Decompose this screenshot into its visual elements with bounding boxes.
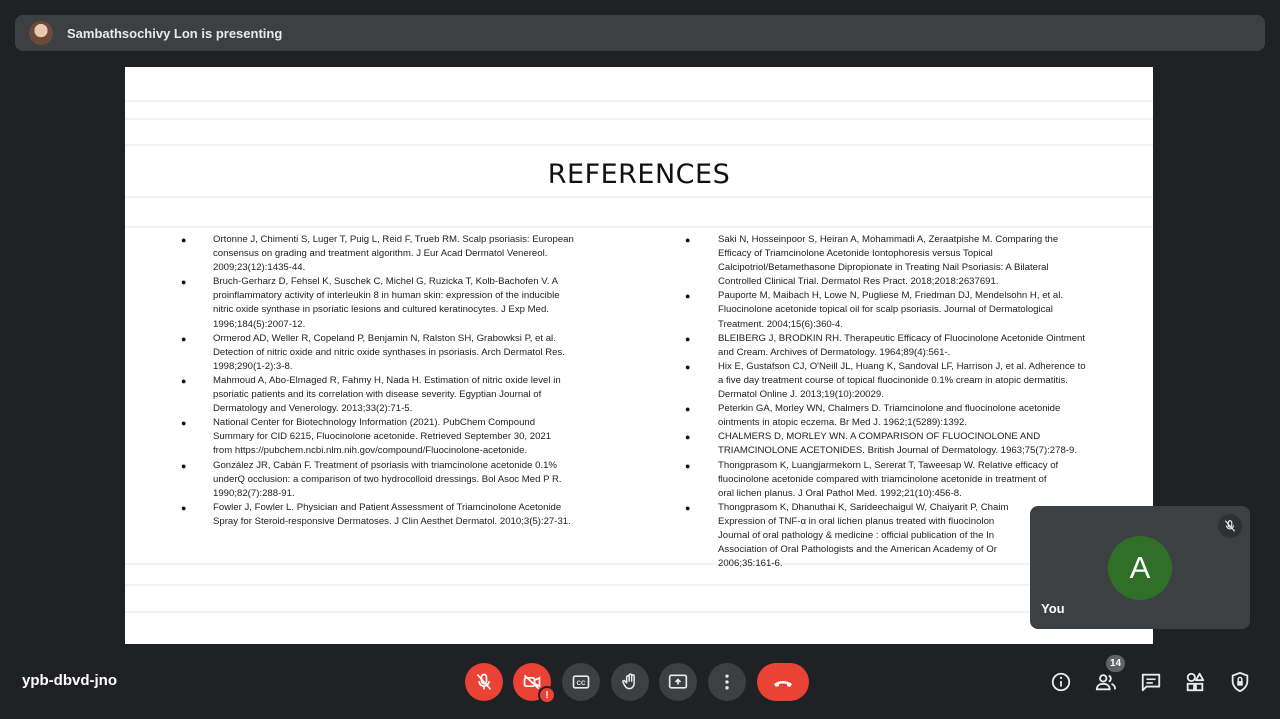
mic-off-icon	[474, 672, 494, 692]
reference-line: Ormerod AD, Weller R, Copeland P, Benjamin N, Ralston SH, Grabowksi P, et al.	[213, 332, 556, 344]
raise-hand-button[interactable]	[611, 663, 649, 701]
reference-item	[181, 332, 611, 374]
reference-line: Bruch-Gerharz D, Fehsel K, Suschek C, Michel G, Ruzicka T, Kolb-Bachofen V. A	[213, 276, 558, 288]
reference-line: ointments in atopic eczema. Br Med J. 1962;1(5289):1392.	[718, 417, 968, 429]
reference-line: 2009;23(12):1435-44.	[213, 262, 306, 274]
svg-text:CC: CC	[576, 679, 586, 687]
reference-line: psoriatic patients and its correlation with disease severity. Egyptian Journal of	[213, 389, 542, 401]
reference-line: proinflammatory activity of interleukin 8 in human skin: expression of the inducible	[213, 290, 560, 302]
reference-item	[181, 459, 611, 501]
reference-item	[685, 332, 1125, 360]
reference-line: from https://pubchem.ncbi.nlm.nih.gov/compound/Fluocinolone-acetonide.	[213, 445, 528, 457]
reference-line: 2006;35:161-6.	[718, 558, 783, 570]
bullet-icon: ●	[685, 235, 691, 245]
reference-line: 1990;82(7):288-91.	[213, 487, 295, 499]
more-options-icon	[717, 672, 737, 692]
reference-line: Dermatol Online J. 2013;19(10):20029.	[718, 389, 884, 401]
participant-count-badge: 14	[1106, 655, 1125, 672]
present-button[interactable]	[659, 663, 697, 701]
reference-line: underQ occlusion: a comparison of two hydrocolloid dressings. Bol Asoc Med P R.	[213, 473, 562, 485]
presenter-name: Sambathsochivy Lon is presenting	[67, 25, 283, 41]
activities-button[interactable]	[1181, 668, 1209, 696]
mic-toggle-button[interactable]	[465, 663, 503, 701]
reference-line: nitric oxide synthase in psoriatic lesions and cultured keratinocytes. J Exp Med.	[213, 304, 549, 316]
bullet-icon: ●	[181, 502, 187, 513]
reference-line: Expression of TNF-α in oral lichen planus treated with fluocinolon	[718, 515, 995, 527]
meeting-details-button[interactable]	[1047, 668, 1075, 696]
info-icon	[1050, 671, 1072, 693]
reference-line: Dermatology and Venerology. 2013;33(2):71-5.	[213, 403, 413, 415]
bullet-icon: ●	[181, 333, 187, 344]
reference-line: consensus on grading and treatment algorithm. J Eur Acad Dermatol Venereol.	[213, 248, 548, 260]
reference-line: Treatment. 2004;15(6):360-4.	[718, 318, 843, 330]
reference-item	[181, 275, 611, 331]
shared-slide	[125, 67, 1153, 644]
reference-item	[685, 289, 1125, 331]
bullet-icon: ●	[181, 277, 187, 288]
chat-icon	[1140, 671, 1162, 693]
reference-line: Calcipotriol/Betamethasone Dipropionate in Treating Nail Psoriasis: A Bilateral	[718, 262, 1049, 274]
tile-mic-off-icon	[1218, 514, 1242, 538]
people-icon	[1095, 671, 1117, 693]
more-options-button[interactable]	[708, 663, 746, 701]
reference-line: Detection of nitric oxide and nitric oxide synthases in psoriasis. Arch Dermatol Res.	[213, 346, 565, 358]
captions-icon	[571, 672, 591, 692]
self-label: You	[1041, 601, 1065, 616]
bullet-icon: ●	[685, 333, 691, 344]
reference-line: a five day treatment course of topical fluocinonide 0.1% cream in atopic dermatitis.	[718, 374, 1068, 386]
reference-item	[685, 233, 1125, 289]
reference-item	[685, 459, 1125, 501]
reference-item	[181, 416, 611, 458]
raise-hand-icon	[620, 672, 640, 692]
reference-item	[181, 374, 611, 416]
reference-line: fluocinolone acetonide compared with triamcinolone acetonide in treatment of	[718, 473, 1047, 485]
reference-line: Journal of oral pathology & medicine : official publication of the In	[718, 529, 995, 541]
reference-line: Thongprasom K, Luangjarmekorn L, Sererat T, Taweesap W. Relative efficacy of	[718, 459, 1059, 471]
reference-line: 1996;184(5):2007-12.	[213, 318, 306, 330]
reference-line: Thongprasom K, Dhanuthai K, Sarideechaigul W, Chaiyarit P, Chaim	[718, 501, 1009, 513]
reference-line: Mahmoud A, Abo-Elmaged R, Fahmy H, Nada H. Estimation of nitric oxide level in	[213, 374, 561, 386]
captions-button[interactable]	[562, 663, 600, 701]
bullet-icon: ●	[181, 235, 187, 245]
reference-line: BLEIBERG J, BRODKIN RH. Therapeutic Efficacy of Fluocinolone Acetonide Ointment	[718, 332, 1086, 344]
chat-button[interactable]	[1137, 668, 1165, 696]
meeting-code[interactable]: ypb-dbvd-jno	[22, 672, 117, 689]
bullet-icon: ●	[685, 361, 691, 372]
reference-line: Summary for CID 6215, Fluocinolone acetonide. Retrieved September 30, 2021	[213, 431, 552, 443]
present-icon	[668, 672, 688, 692]
self-video-tile[interactable]	[1030, 506, 1250, 629]
camera-warning-badge: !	[538, 686, 556, 704]
reference-line: Peterkin GA, Morley WN, Chalmers D. Triamcinolone and fluocinolone acetonide	[718, 403, 1061, 415]
bullet-icon: ●	[181, 375, 187, 386]
reference-line: and Cream. Archives of Dermatology. 1964;89(4):561-.	[718, 346, 951, 358]
reference-line: Association of Oral Pathologists and the American Academy of Or	[718, 544, 997, 556]
bullet-icon: ●	[685, 502, 691, 513]
activities-icon	[1184, 671, 1206, 693]
reference-line: Hix E, Gustafson CJ, O'Neill JL, Huang K, Sandoval LF, Harrison J, et al. Adherence to	[718, 360, 1086, 372]
people-button[interactable]	[1092, 668, 1120, 696]
reference-item	[181, 501, 611, 529]
host-controls-icon	[1229, 671, 1251, 693]
reference-line: 1998;290(1-2):3-8.	[213, 360, 293, 372]
reference-item	[685, 430, 1125, 458]
bullet-icon: ●	[685, 291, 691, 302]
reference-line: oral lichen planus. J Oral Pathol Med. 1992;21(10):456-8.	[718, 487, 962, 499]
reference-line: Saki N, Hosseinpoor S, Heiran A, Mohammadi A, Zeraatpishe M. Comparing the	[718, 234, 1059, 245]
reference-item	[685, 360, 1125, 402]
reference-line: Efficacy of Triamcinolone Acetonide Iontophoresis versus Topical	[718, 248, 993, 260]
bullet-icon: ●	[685, 460, 691, 471]
presenter-bar	[15, 15, 1265, 51]
reference-line: CHALMERS D, MORLEY WN. A COMPARISON OF FLUOCINOLONE AND	[718, 431, 1041, 443]
bullet-icon: ●	[181, 418, 187, 429]
leave-call-button[interactable]	[757, 663, 809, 701]
reference-item	[685, 402, 1125, 430]
slide-title: REFERENCES	[547, 159, 731, 190]
bullet-icon: ●	[685, 404, 691, 415]
reference-line: Fluocinolone acetonide topical oil for scalp psoriasis. Journal of Dermatological	[718, 304, 1053, 316]
host-controls-button[interactable]	[1226, 668, 1254, 696]
reference-line: Ortonne J, Chimenti S, Luger T, Puig L, Reid F, Trueb RM. Scalp psoriasis: European	[213, 234, 574, 245]
self-avatar: A	[1108, 536, 1172, 600]
reference-line: Pauporte M, Maibach H, Lowe N, Pugliese M, Friedman DJ, Mendelsohn H, et al.	[718, 290, 1063, 302]
reference-line: National Center for Biotechnology Information (2021). PubChem Compound	[213, 417, 536, 429]
end-call-icon	[771, 670, 795, 694]
reference-line: TRIAMCINOLONE ACETONIDES. British Journal of Dermatology. 1963;75(7):278-9.	[718, 445, 1078, 457]
reference-item	[181, 233, 611, 275]
camera-toggle-button[interactable]	[513, 663, 551, 701]
bullet-icon: ●	[685, 432, 691, 443]
reference-line: Controlled Clinical Trial. Dermatol Res Pract. 2018;2018:2637691.	[718, 276, 999, 288]
presenter-avatar	[29, 21, 53, 45]
bullet-icon: ●	[181, 460, 187, 471]
reference-line: Spray for Steroid-responsive Dermatoses. J Clin Aesthet Dermatol. 2010;3(5):27-31.	[213, 515, 571, 527]
reference-line: Fowler J, Fowler L. Physician and Patient Assessment of Triamcinolone Acetonide	[213, 501, 562, 513]
references-left-column	[181, 233, 611, 529]
reference-line: González JR, Cabán F. Treatment of psoriasis with triamcinolone acetonide 0.1%	[213, 459, 557, 471]
